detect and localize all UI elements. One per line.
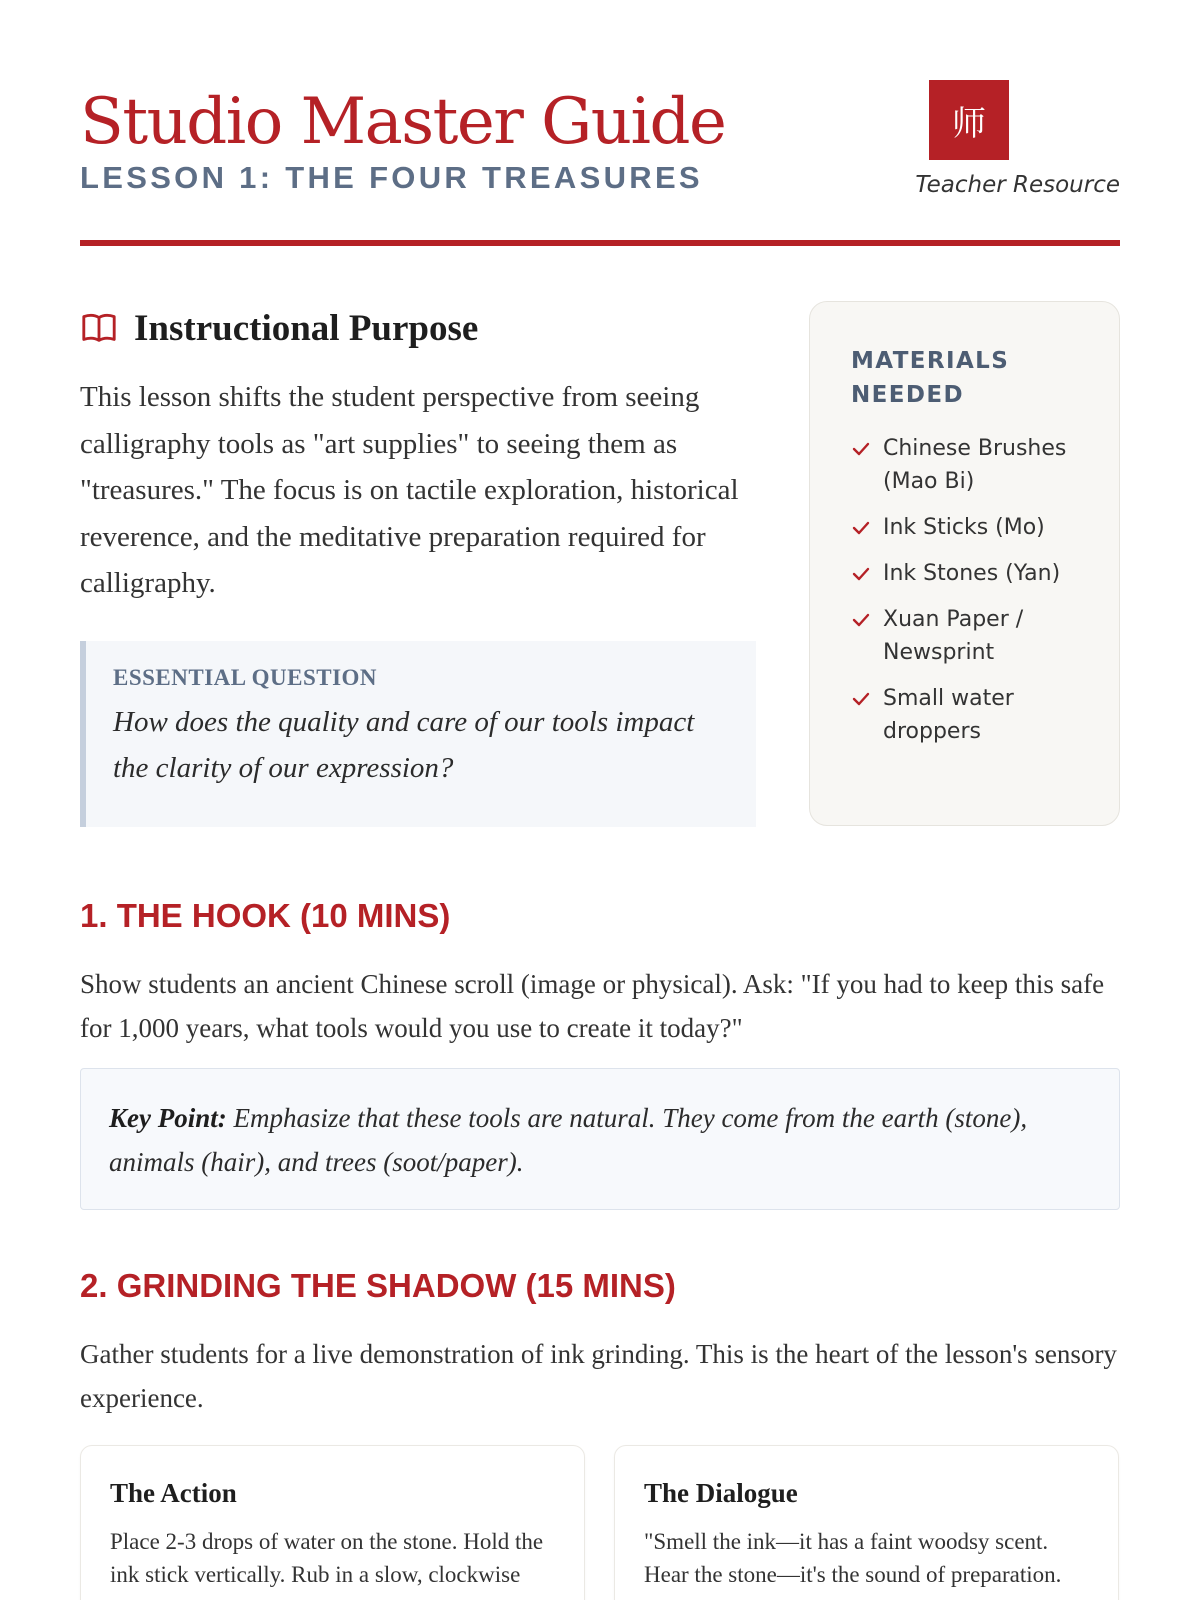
purpose-title: Instructional Purpose [134, 307, 479, 349]
instructional-purpose-section [80, 300, 756, 784]
check-icon [851, 439, 871, 459]
check-icon [851, 518, 871, 538]
list-item [851, 432, 1099, 498]
list-item [851, 682, 1099, 748]
action-card [80, 1445, 585, 1600]
materials-list [851, 432, 1099, 748]
key-point-label: Key Point: [109, 1103, 227, 1133]
material-label: Chinese Brushes (Mao Bi) [883, 436, 1067, 494]
essential-question-callout [80, 641, 756, 827]
list-item [851, 557, 1099, 590]
check-icon [851, 610, 871, 630]
list-item [851, 603, 1099, 669]
action-card-title: The Action [110, 1478, 237, 1508]
material-label: Xuan Paper / Newsprint [883, 607, 1024, 665]
essential-question-label: ESSENTIAL QUESTION [113, 665, 378, 690]
material-label: Small water droppers [883, 686, 1014, 744]
materials-panel [809, 301, 1120, 826]
grinding-cards [80, 1445, 1120, 1600]
hook-section-title: 1. THE HOOK (10 MINS) [80, 897, 451, 934]
page-header [80, 80, 1120, 246]
check-icon [851, 689, 871, 709]
seal-logo: 师 [929, 80, 1009, 160]
essential-question-text: How does the quality and care of our tools impact the clarity of our expression? [113, 706, 695, 784]
key-point-text: Emphasize that these tools are natural. They come from the earth (stone), animals (hair), and trees (soot/paper). [109, 1103, 1028, 1177]
grinding-section-title: 2. GRINDING THE SHADOW (15 MINS) [80, 1267, 676, 1304]
list-item [851, 511, 1099, 544]
action-card-text: Place 2-3 drops of water on the stone. Hold the ink stick vertically. Rub in a slow, clockwise [110, 1529, 544, 1587]
dialogue-card-title: The Dialogue [644, 1478, 798, 1508]
grinding-paragraph: Gather students for a live demonstration of ink grinding. This is the heart of the lesson's sensory experience. [80, 1339, 1117, 1413]
resource-label: Teacher Resource [915, 172, 1120, 198]
lesson-guide-page [80, 0, 1120, 1600]
page-title: Studio Master Guide [80, 85, 726, 159]
purpose-heading [80, 300, 756, 356]
materials-title: MATERIALS NEEDED [851, 348, 1010, 408]
lesson-subtitle: LESSON 1: THE FOUR TREASURES [80, 160, 703, 195]
material-label: Ink Sticks (Mo) [883, 515, 1045, 540]
open-book-icon [80, 309, 118, 347]
dialogue-card-text: "Smell the ink—it has a faint woodsy scent. Hear the stone—it's the sound of preparation. [644, 1529, 1062, 1587]
material-label: Ink Stones (Yan) [883, 561, 1061, 586]
dialogue-card [614, 1445, 1119, 1600]
check-icon [851, 564, 871, 584]
purpose-paragraph: This lesson shifts the student perspective from seeing calligraphy tools as "art supplies" to seeing them as "treasures." The focus is on tactile exploration, historical reverence, and the meditative preparation required for calligraphy. [80, 381, 739, 599]
hook-paragraph: Show students an ancient Chinese scroll (image or physical). Ask: "If you had to keep this safe for 1,000 years, what tools would you use to create it today?" [80, 969, 1105, 1043]
key-point-callout [80, 1068, 1120, 1210]
header-divider [80, 240, 1120, 246]
